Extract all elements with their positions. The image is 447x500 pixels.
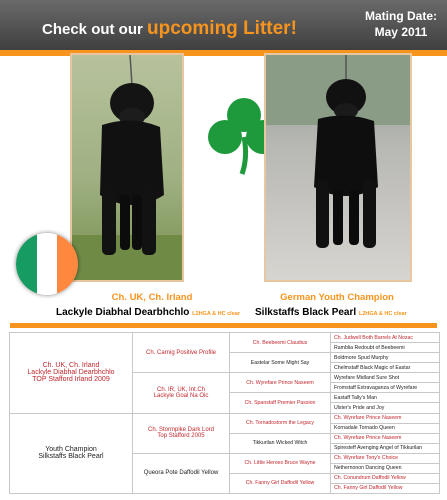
dam-name-line [255,307,407,318]
pedigree-sire-cell [10,333,133,414]
pedigree-table [9,332,440,494]
pedigree-gen2-cell [133,333,230,373]
mating-date-label: Mating Date: [365,9,437,23]
pedigree-gen4-cell: Spiresteff Avenging Angel of Tikkurilan [331,443,440,453]
sire-name: Lackyle Diabhal Dearbhchlo [56,307,190,318]
pedigree-gen2-cell [133,453,230,493]
pedigree-gen4-cell: Fromstaff Extravaganza of Wyrefare [331,383,440,393]
pedigree-gen4-cell: Ch. Conundrum Daffodil Yellow [331,473,440,483]
irish-flag-icon [16,233,78,295]
table-row [10,413,440,423]
pedigree-gen2-cell [133,413,230,453]
pedigree-gen4-cell: Boldmore Spud Murphy [331,353,440,363]
gen2-text: Ch. Carnig Positive Profile [145,349,217,356]
pedigree-gen4-cell: Kornadale Tornado Queen [331,423,440,433]
banner-title [42,18,297,40]
gen2-text: Queora Pote Daffodil Yellow [143,470,219,477]
pedigree-gen3-cell: Ch. Tornadostorm the Legacy [230,413,331,433]
pedigree-gen4-cell: Ch. Judwell Both Barrels At Nozac [331,333,440,343]
flag-green-stripe [16,233,37,295]
mating-date-value: May 2011 [374,25,428,39]
pedigree-gen4-cell: Ch. Wyrefare Prince Naseem [331,433,440,443]
pedigree-gen3-cell: Tikkurilan Wicked Witch [230,433,331,453]
pedigree-gen3-cell: Ch. Spanstaff Premier Passion [230,393,331,413]
pedigree-gen3-cell: Ch. Beebeemi Claudius [230,333,331,353]
header-banner [0,0,447,50]
gen2-text: Ch. Stormpike Dark Lord [147,427,215,434]
banner-title-prefix: Check out our [42,21,148,38]
pedigree-divider [10,323,437,328]
pedigree-gen4-cell: Wyrefare Midland Sure Shot [331,373,440,383]
pedigree-gen3-cell: Ch. Fanny Girl Daffodil Yellow [230,473,331,493]
sire-title: Ch. UK, Ch. Irland [111,292,193,303]
dam-health: L2HGA & HC clear [358,311,407,317]
flag-white-stripe [37,233,58,295]
pedigree-gen3-cell: Ch. Wyrefare Prince Naseem [230,373,331,393]
pedigree-gen4-cell: Chelmstaff Black Magic of Eastar [331,363,440,373]
pedigree-dam-name: Silkstaffs Black Pearl [38,453,104,461]
dam-photo [264,53,412,282]
banner-title-accent: upcoming Litter! [147,18,297,39]
pedigree-gen4-cell: Eastaff Tally's Man [331,393,440,403]
dam-dog-silhouette [266,55,410,280]
sire-health: L2HGA & HC clear [192,311,240,317]
gen2-text: Lackyle Goal Na Oic [153,392,209,399]
pedigree-dam-title: Youth Champion [45,446,97,454]
dam-name: Silkstaffs Black Pearl [255,307,357,318]
pedigree-gen4-cell: Ch. Fanny Girl Daffodil Yellow [331,483,440,493]
dam-title: German Youth Champion [280,292,394,303]
table-row [10,333,440,343]
pedigree-gen4-cell: Ch. Wyrefare Prince Naseem [331,413,440,423]
pedigree-sire-award: TOP Stafford Irland 2009 [32,376,110,384]
sire-dog-silhouette [72,55,182,280]
gen2-text: Top Stafford 2005 [157,433,205,440]
pedigree-gen2-cell [133,373,230,413]
mating-date [365,8,437,40]
sire-photo [70,53,184,282]
gen2-text: Ch. IR, UK, Int.Ch [156,386,205,393]
pedigree-gen4-cell: Ulster's Pride and Joy [331,403,440,413]
pedigree-gen3-cell: Ch. Little Heroes Bruce Wayne [230,453,331,473]
pedigree-gen3-cell: Eastelar Some Might Say [230,353,331,373]
pedigree-sire-name: Lackyle Diabhal Dearbhchlo [27,369,115,377]
pedigree-gen4-cell: Ramblia Redoubt of Beebeemi [331,343,440,353]
pedigree-gen4-cell: Ch. Wyrefare Tony's Choice [331,453,440,463]
sire-name-line [56,307,240,318]
pedigree-gen4-cell: Nethernonon Dancing Queen [331,463,440,473]
pedigree-dam-cell [10,413,133,494]
pedigree-sire-title: Ch. UK, Ch. Irland [42,362,100,370]
